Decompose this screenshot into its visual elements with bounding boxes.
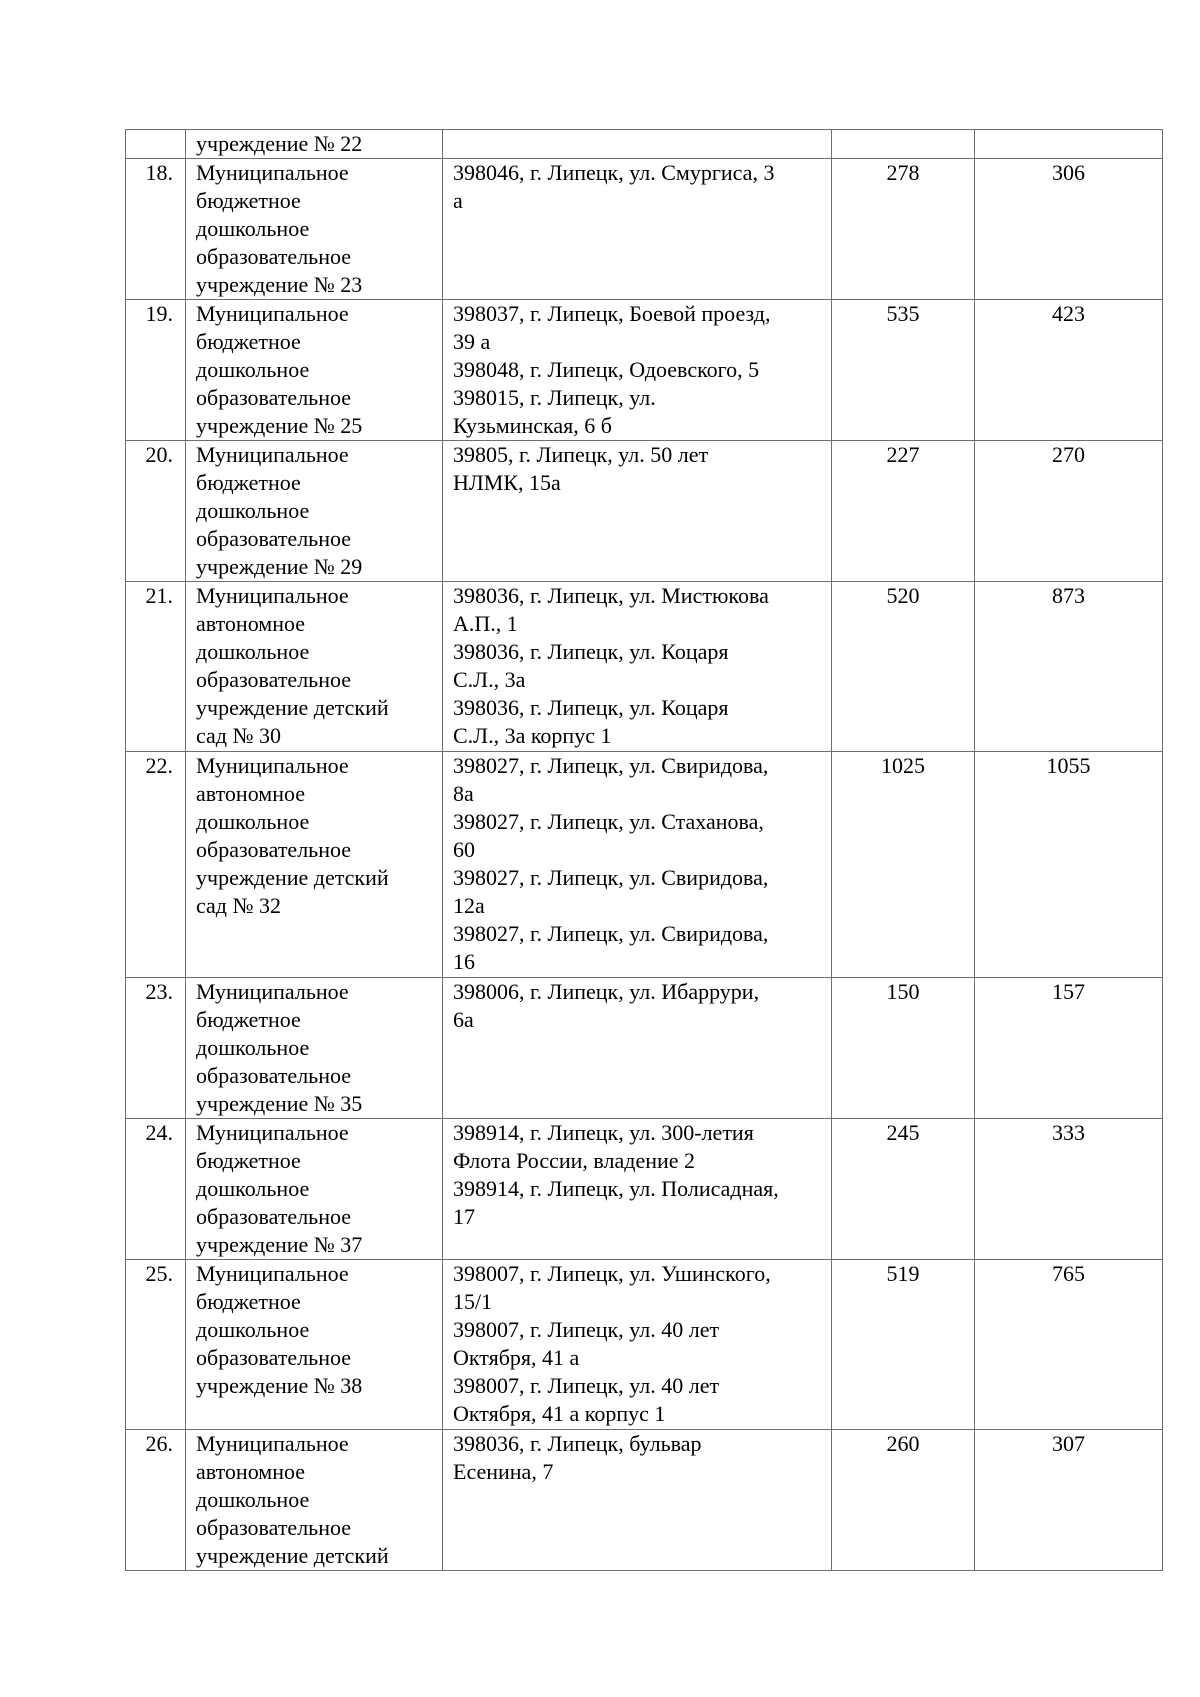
address-cell: 398036, г. Липецк, ул. Мистюкова А.П., 1 398036, г. Липецк, ул. Коцаря С.Л., 3а 398036, г. Липецк, ул. Коцаря С.Л., 3а корпус 1: [443, 582, 832, 752]
value-1-cell: 519: [832, 1260, 975, 1430]
value-2-cell: 270: [975, 441, 1163, 582]
value-2-cell: [975, 130, 1163, 159]
institutions-table: [125, 129, 1163, 1571]
table-row: [126, 1430, 1163, 1571]
row-number-cell: 26.: [126, 1430, 186, 1571]
institution-name-cell: Муниципальное бюджетное дошкольное образовательное учреждение № 38: [186, 1260, 443, 1430]
value-1-cell: 520: [832, 582, 975, 752]
row-number-cell: [126, 130, 186, 159]
address-cell: 39805, г. Липецк, ул. 50 лет НЛМК, 15а: [443, 441, 832, 582]
table-row-continuation: [126, 130, 1163, 159]
value-2-cell: 157: [975, 978, 1163, 1119]
address-cell: 398006, г. Липецк, ул. Ибаррури, 6а: [443, 978, 832, 1119]
institution-name-cell: Муниципальное бюджетное дошкольное образовательное учреждение № 23: [186, 159, 443, 300]
value-2-cell: 423: [975, 300, 1163, 441]
table-row: [126, 1119, 1163, 1260]
table-row: [126, 441, 1163, 582]
address-cell: 398046, г. Липецк, ул. Смургиса, 3 а: [443, 159, 832, 300]
row-number-cell: 19.: [126, 300, 186, 441]
row-number-cell: 21.: [126, 582, 186, 752]
value-1-cell: 260: [832, 1430, 975, 1571]
address-cell: 398914, г. Липецк, ул. 300-летия Флота России, владение 2 398914, г. Липецк, ул. Полисадная, 17: [443, 1119, 832, 1260]
table-row: [126, 1260, 1163, 1430]
table-row: [126, 582, 1163, 752]
table-row: [126, 300, 1163, 441]
row-number-cell: 18.: [126, 159, 186, 300]
institution-name-cell: Муниципальное бюджетное дошкольное образовательное учреждение № 37: [186, 1119, 443, 1260]
institution-name-cell: Муниципальное бюджетное дошкольное образовательное учреждение № 35: [186, 978, 443, 1119]
address-cell: [443, 130, 832, 159]
institution-name-cell: Муниципальное автономное дошкольное образовательное учреждение детский сад № 30: [186, 582, 443, 752]
value-1-cell: 278: [832, 159, 975, 300]
value-1-cell: 245: [832, 1119, 975, 1260]
row-number-cell: 24.: [126, 1119, 186, 1260]
address-cell: 398027, г. Липецк, ул. Свиридова, 8а 398027, г. Липецк, ул. Стаханова, 60 398027, г. Липецк, ул. Свиридова, 12а 398027, г. Липецк, ул. Свиридова, 16: [443, 752, 832, 978]
table-row: [126, 978, 1163, 1119]
value-2-cell: 333: [975, 1119, 1163, 1260]
table-row: [126, 752, 1163, 978]
value-1-cell: 535: [832, 300, 975, 441]
institution-name-cell: Муниципальное автономное дошкольное образовательное учреждение детский: [186, 1430, 443, 1571]
value-2-cell: 307: [975, 1430, 1163, 1571]
value-2-cell: 306: [975, 159, 1163, 300]
table-row: [126, 159, 1163, 300]
row-number-cell: 22.: [126, 752, 186, 978]
row-number-cell: 23.: [126, 978, 186, 1119]
row-number-cell: 25.: [126, 1260, 186, 1430]
address-cell: 398007, г. Липецк, ул. Ушинского, 15/1 398007, г. Липецк, ул. 40 лет Октября, 41 а 398007, г. Липецк, ул. 40 лет Октября, 41 а корпус 1: [443, 1260, 832, 1430]
institution-name-cell: Муниципальное бюджетное дошкольное образовательное учреждение № 29: [186, 441, 443, 582]
institution-name-cell: Муниципальное бюджетное дошкольное образовательное учреждение № 25: [186, 300, 443, 441]
value-2-cell: 765: [975, 1260, 1163, 1430]
institution-name-cell: Муниципальное автономное дошкольное образовательное учреждение детский сад № 32: [186, 752, 443, 978]
value-1-cell: 150: [832, 978, 975, 1119]
value-1-cell: 1025: [832, 752, 975, 978]
institution-name-cell: учреждение № 22: [186, 130, 443, 159]
value-2-cell: 873: [975, 582, 1163, 752]
value-2-cell: 1055: [975, 752, 1163, 978]
value-1-cell: [832, 130, 975, 159]
value-1-cell: 227: [832, 441, 975, 582]
row-number-cell: 20.: [126, 441, 186, 582]
address-cell: 398036, г. Липецк, бульвар Есенина, 7: [443, 1430, 832, 1571]
address-cell: 398037, г. Липецк, Боевой проезд, 39 а 398048, г. Липецк, Одоевского, 5 398015, г. Липецк, ул. Кузьминская, 6 б: [443, 300, 832, 441]
